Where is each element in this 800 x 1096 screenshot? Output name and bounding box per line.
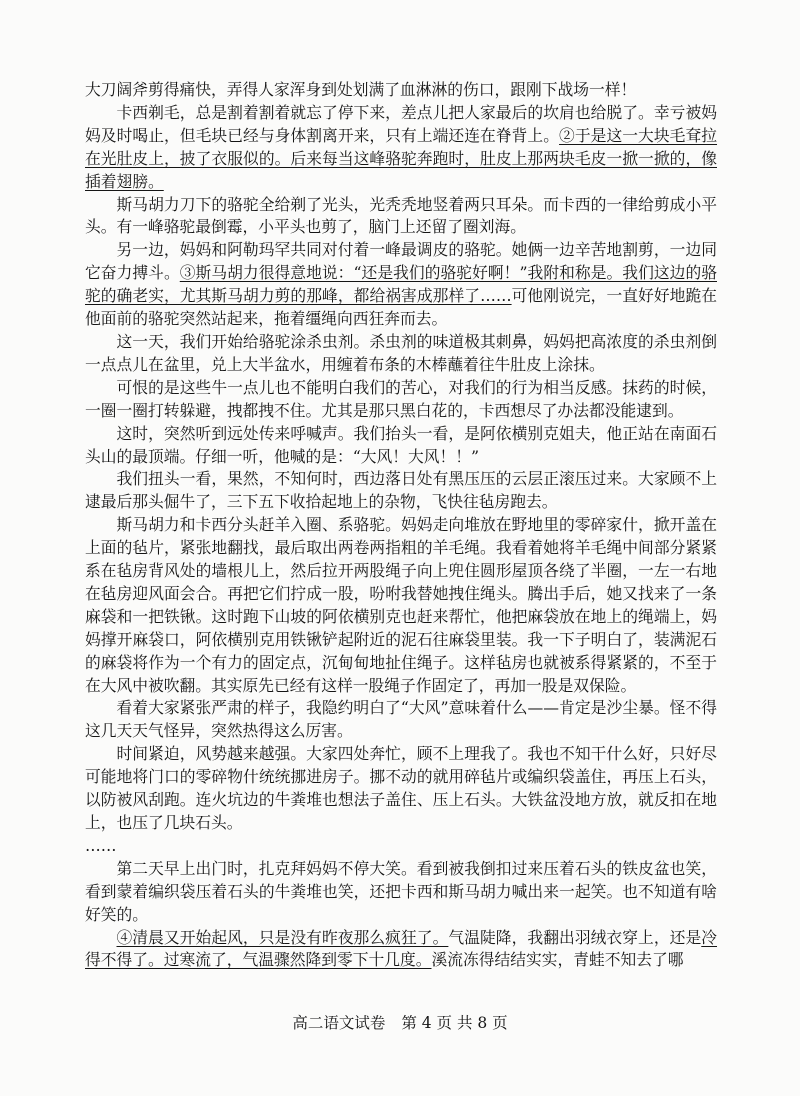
text-segment: 看着大家紧张严肃的样子，我隐约明白了“大风”意味着什么——肯定是沙尘暴。怪不得这几天天气怪异，突然热得这么厉害。 bbox=[85, 698, 717, 741]
text-segment: 第二天早上出门时，扎克拜妈妈不停大笑。看到被我倒扣过来压着石头的铁皮盆也笑，看到蒙着编织袋压着石头的牛粪堆也笑，还把卡西和斯马胡力喊出来一起笑。也不知道有啥好笑的。 bbox=[85, 858, 717, 924]
text-segment: 我们扭头一看，果然，不知何时，西边落日处有黑压压的云层正滚压过来。大家顾不上逮最后那头倔牛了，三下五下收拾起地上的杂物，飞快往毡房跑去。 bbox=[85, 469, 717, 512]
text-segment: 可他刚说完，一直好好地跪在他面前的骆驼突然站起来，拖着缰绳向西狂奔而去。 bbox=[85, 286, 718, 329]
underlined-sentence-3: ③斯马胡力很得意地说：“还是我们的骆驼好啊！”我附和称是。我们这边的骆驼的确老实，尤其斯马胡力剪的那峰，都给祸害成那样了…… bbox=[85, 263, 717, 306]
ellipsis-line bbox=[85, 835, 717, 858]
underlined-sentence-4: ④清晨又开始起风，只是没有昨夜那么疯狂了。 bbox=[116, 927, 449, 947]
text-segment: 气温陡降，我翻出羽绒衣穿上，还是 bbox=[448, 927, 702, 947]
text-segment: 可恨的是这些牛一点儿也不能明白我们的苦心，对我们的行为相当反感。抹药的时候，一圈一圈打转躲避，拽都拽不住。尤其是那只黑白花的，卡西想尽了办法都没能逮到。 bbox=[85, 377, 717, 420]
passage-paragraph bbox=[85, 468, 717, 514]
passage-paragraph bbox=[85, 331, 717, 377]
page-number: 第 4 页 共 8 页 bbox=[401, 1014, 508, 1032]
passage-paragraph bbox=[85, 927, 717, 973]
passage-paragraph bbox=[85, 697, 717, 743]
text-segment: 这一天，我们开始给骆驼涂杀虫剂。杀虫剂的味道极其刺鼻，妈妈把高浓度的杀虫剂倒一点点儿在盆里，兑上大半盆水，用缠着布条的木棒蘸着往牛肚皮上涂抹。 bbox=[85, 331, 717, 374]
page-footer bbox=[0, 1012, 800, 1034]
underlined-sentence-2: ②于是这一大块毛耷拉在光肚皮上，披了衣服似的。后来每当这峰骆驼奔跑时，肚皮上那两块毛皮一掀一掀的，像插着翅膀。 bbox=[85, 125, 718, 191]
text-segment: 另一边，妈妈和阿勒玛罕共同对付着一峰最调皮的骆驼。她俩一边辛苦地割剪，一边同它奋力搏斗。 bbox=[85, 240, 717, 283]
passage-paragraph bbox=[85, 743, 717, 835]
text-segment: 斯马胡力和卡西分头赶羊入圈、系骆驼。妈妈走向堆放在野地里的零碎家什，掀开盖在上面的毡片，紧张地翻找，最后取出两卷两指粗的羊毛绳。我看着她将羊毛绳中间部分紧紧系在毡房背风处的墙根儿上，然后拉开两股绳子向上兜住圆形屋顶各绕了半圈，一左一右地在毡房迎风面会合。再把它们拧成一股，吩咐我替她拽住绳头。腾出手后，她又找来了一条麻袋和一把铁锹。这时跑下山坡的阿依横别克也赶来帮忙，他把麻袋放在地上的绳端上，妈妈撑开麻袋口，阿依横别克用铁锹铲起附近的泥石往麻袋里装。我一下子明白了，装满泥石的麻袋将作为一个有力的固定点，沉甸甸地扯住绳子。这样毡房也就被系得紧紧的，不至于在大风中被吹翻。其实原先已经有这样一股绳子作固定了，再加一股是双保险。 bbox=[85, 515, 717, 695]
passage-paragraph bbox=[85, 423, 717, 469]
underlined-sentence-4-continued: 冷得不得了。过寒流了，气温骤然降到零下十几度。 bbox=[85, 927, 718, 970]
passage-paragraph bbox=[85, 102, 717, 194]
passage-paragraph bbox=[85, 858, 717, 927]
passage-paragraph bbox=[85, 239, 717, 331]
text-segment: 卡西剃毛，总是割着割着就忘了停下来，差点儿把人家最后的坎肩也给脱了。幸亏被妈妈及时喝止，但毛块已经与身体割离开来，只有上端还连在脊背上。 bbox=[85, 102, 717, 145]
passage-paragraph bbox=[85, 377, 717, 423]
passage-body bbox=[85, 79, 717, 972]
text-segment: 溪流冻得结结实实，青蛙不知去了哪 bbox=[431, 950, 684, 970]
passage-paragraph bbox=[85, 194, 717, 240]
text-segment: 大刀阔斧剪得痛快，弄得人家浑身到处划满了血淋淋的伤口，跟刚下战场一样！ bbox=[85, 80, 637, 99]
exam-title: 高二语文试卷 bbox=[292, 1014, 386, 1032]
passage-paragraph bbox=[85, 514, 717, 697]
text-segment: …… bbox=[85, 835, 117, 855]
text-segment: 这时，突然听到远处传来呼喊声。我们抬头一看，是阿依横别克姐夫，他正站在南面石头山的最顶端。仔细一听，他喊的是：“大风！大风！！” bbox=[85, 423, 717, 466]
text-segment: 时间紧迫，风势越来越强。大家四处奔忙，顾不上理我了。我也不知干什么好，只好尽可能地将门口的零碎物什统统挪进房子。挪不动的就用碎毡片或编织袋盖住，再压上石头，以防被风刮跑。连火坑边的牛粪堆也想法子盖住、压上石头。大铁盆没地方放，就反扣在地上，也压了几块石头。 bbox=[85, 744, 717, 832]
text-segment: 斯马胡力刀下的骆驼全给剃了光头，光秃秃地竖着两只耳朵。而卡西的一律给剪成小平头。有一峰骆驼最倒霉，小平头也剪了，脑门上还留了圈刘海。 bbox=[85, 194, 717, 237]
passage-paragraph bbox=[85, 79, 717, 102]
